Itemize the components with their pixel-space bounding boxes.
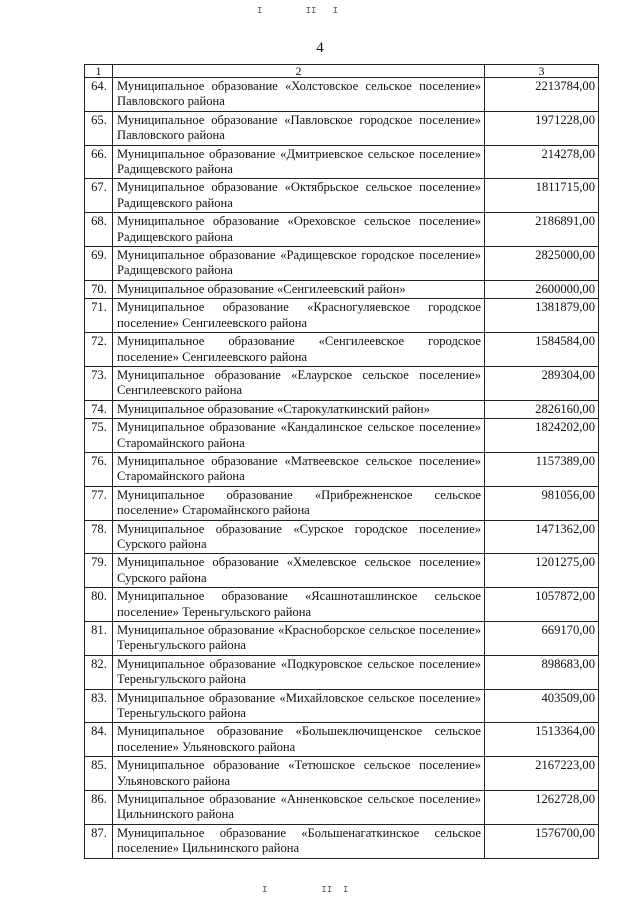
- row-amount: 1381879,00: [485, 299, 599, 333]
- row-name: Муниципальное образование «Михайловское сельское поселение» Тереньгульского района: [113, 689, 485, 723]
- row-name: Муниципальное образование «Матвеевское сельское поселение» Старомайнского района: [113, 452, 485, 486]
- table-row: [85, 366, 599, 400]
- row-number: 81.: [85, 622, 113, 656]
- row-number: 65.: [85, 111, 113, 145]
- row-amount: 403509,00: [485, 689, 599, 723]
- row-amount: 1811715,00: [485, 179, 599, 213]
- row-number: 71.: [85, 299, 113, 333]
- row-amount: 1262728,00: [485, 791, 599, 825]
- allocation-table: [84, 64, 599, 859]
- row-name: Муниципальное образование «Сенгилеевский район»: [113, 280, 485, 298]
- row-number: 76.: [85, 452, 113, 486]
- row-number: 87.: [85, 824, 113, 858]
- table-row: [85, 400, 599, 418]
- scan-mark-top: I II I: [257, 6, 339, 16]
- row-amount: 1824202,00: [485, 419, 599, 453]
- row-amount: 1471362,00: [485, 520, 599, 554]
- row-name: Муниципальное образование «Тетюшское сельское поселение» Ульяновского района: [113, 757, 485, 791]
- table-row: [85, 689, 599, 723]
- row-name: Муниципальное образование «Красноборское сельское поселение» Тереньгульского района: [113, 622, 485, 656]
- table-row: [85, 452, 599, 486]
- table-row: [85, 247, 599, 281]
- row-amount: 2186891,00: [485, 213, 599, 247]
- table-row: [85, 588, 599, 622]
- row-name: Муниципальное образование «Октябрьское сельское поселение» Радищевского района: [113, 179, 485, 213]
- row-amount: 2167223,00: [485, 757, 599, 791]
- row-number: 78.: [85, 520, 113, 554]
- page-number: 4: [316, 40, 324, 56]
- row-number: 77.: [85, 486, 113, 520]
- row-name: Муниципальное образование «Большеключищенское сельское поселение» Ульяновского района: [113, 723, 485, 757]
- row-name: Муниципальное образование «Елаурское сельское поселение» Сенгилеевского района: [113, 366, 485, 400]
- row-number: 72.: [85, 333, 113, 367]
- row-name: Муниципальное образование «Кандалинское сельское поселение» Старомайнского района: [113, 419, 485, 453]
- row-amount: 289304,00: [485, 366, 599, 400]
- row-amount: 1157389,00: [485, 452, 599, 486]
- row-number: 70.: [85, 280, 113, 298]
- table-row: [85, 145, 599, 179]
- table-row: [85, 824, 599, 858]
- row-name: Муниципальное образование «Холстовское сельское поселение» Павловского района: [113, 78, 485, 112]
- row-name: Муниципальное образование «Дмитриевское сельское поселение» Радищевского района: [113, 145, 485, 179]
- row-amount: 669170,00: [485, 622, 599, 656]
- table-header-row: [85, 65, 599, 78]
- row-number: 79.: [85, 554, 113, 588]
- row-amount: 2825000,00: [485, 247, 599, 281]
- row-number: 68.: [85, 213, 113, 247]
- table-row: [85, 554, 599, 588]
- row-name: Муниципальное образование «Радищевское городское поселение» Радищевского района: [113, 247, 485, 281]
- row-amount: 981056,00: [485, 486, 599, 520]
- row-name: Муниципальное образование «Ясашноташлинское сельское поселение» Тереньгульского района: [113, 588, 485, 622]
- table-row: [85, 419, 599, 453]
- row-name: Муниципальное образование «Подкуровское сельское поселение» Тереньгульского района: [113, 655, 485, 689]
- row-number: 83.: [85, 689, 113, 723]
- table-row: [85, 757, 599, 791]
- row-name: Муниципальное образование «Сурское городское поселение» Сурского района: [113, 520, 485, 554]
- row-name: Муниципальное образование «Прибрежненское сельское поселение» Старомайнского района: [113, 486, 485, 520]
- row-number: 67.: [85, 179, 113, 213]
- row-number: 80.: [85, 588, 113, 622]
- table-row: [85, 791, 599, 825]
- row-amount: 1201275,00: [485, 554, 599, 588]
- row-name: Муниципальное образование «Ореховское сельское поселение» Радищевского района: [113, 213, 485, 247]
- row-number: 85.: [85, 757, 113, 791]
- row-name: Муниципальное образование «Анненковское сельское поселение» Цильнинского района: [113, 791, 485, 825]
- table-row: [85, 179, 599, 213]
- row-amount: 1971228,00: [485, 111, 599, 145]
- row-amount: 1576700,00: [485, 824, 599, 858]
- row-number: 74.: [85, 400, 113, 418]
- row-number: 73.: [85, 366, 113, 400]
- table-row: [85, 622, 599, 656]
- row-name: Муниципальное образование «Большенагаткинское сельское поселение» Цильнинского района: [113, 824, 485, 858]
- row-amount: 2600000,00: [485, 280, 599, 298]
- row-name: Муниципальное образование «Старокулаткинский район»: [113, 400, 485, 418]
- column-header-number: 1: [85, 65, 113, 78]
- table-row: [85, 78, 599, 112]
- table-row: [85, 213, 599, 247]
- row-name: Муниципальное образование «Красногуляевское городское поселение» Сенгилеевского района: [113, 299, 485, 333]
- table-row: [85, 333, 599, 367]
- row-amount: 1057872,00: [485, 588, 599, 622]
- row-number: 66.: [85, 145, 113, 179]
- row-amount: 898683,00: [485, 655, 599, 689]
- table-row: [85, 299, 599, 333]
- row-amount: 1513364,00: [485, 723, 599, 757]
- row-number: 64.: [85, 78, 113, 112]
- table-row: [85, 655, 599, 689]
- row-number: 86.: [85, 791, 113, 825]
- row-number: 84.: [85, 723, 113, 757]
- table-row: [85, 486, 599, 520]
- row-amount: 214278,00: [485, 145, 599, 179]
- row-amount: 2826160,00: [485, 400, 599, 418]
- row-name: Муниципальное образование «Павловское городское поселение» Павловского района: [113, 111, 485, 145]
- table-row: [85, 111, 599, 145]
- row-number: 82.: [85, 655, 113, 689]
- table-row: [85, 520, 599, 554]
- table-row: [85, 723, 599, 757]
- column-header-amount: 3: [485, 65, 599, 78]
- row-amount: 1584584,00: [485, 333, 599, 367]
- row-name: Муниципальное образование «Хмелевское сельское поселение» Сурского района: [113, 554, 485, 588]
- row-number: 69.: [85, 247, 113, 281]
- row-number: 75.: [85, 419, 113, 453]
- row-name: Муниципальное образование «Сенгилеевское городское поселение» Сенгилеевского района: [113, 333, 485, 367]
- table-row: [85, 280, 599, 298]
- scan-mark-bottom: I II I: [262, 885, 349, 895]
- row-amount: 2213784,00: [485, 78, 599, 112]
- column-header-name: 2: [113, 65, 485, 78]
